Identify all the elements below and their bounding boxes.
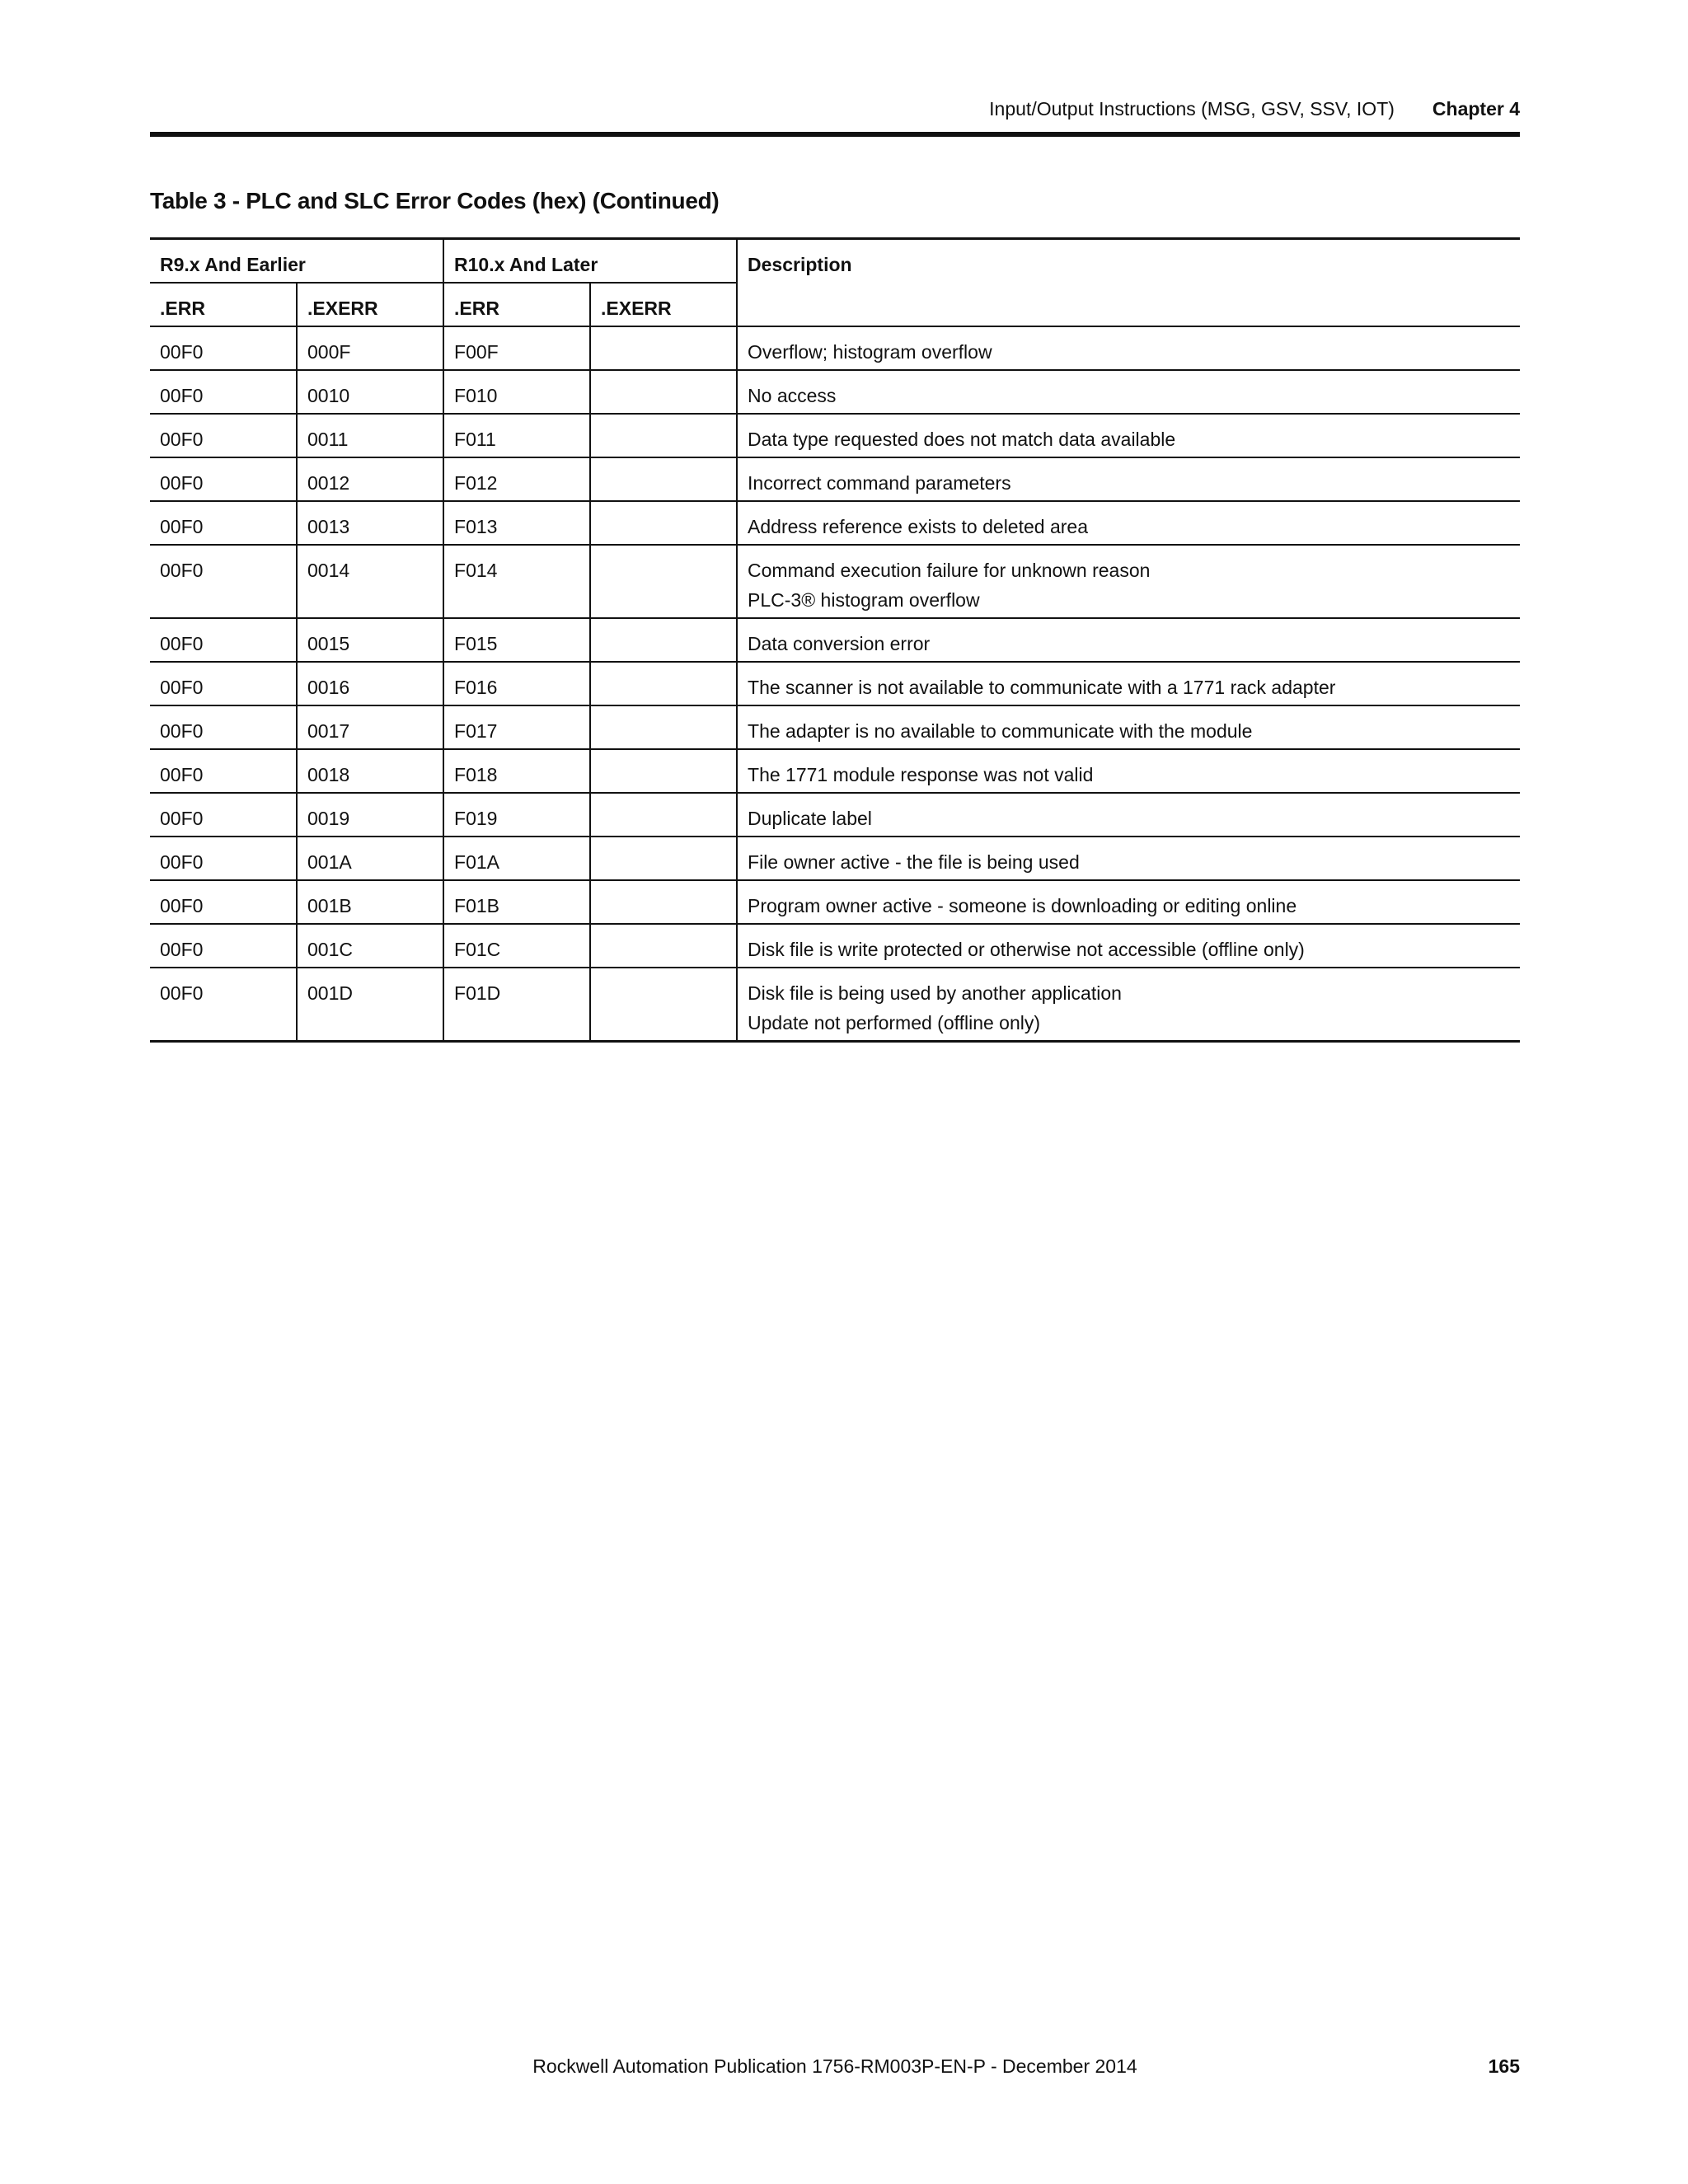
cell-description [737, 793, 1520, 837]
cell-r10-err: F018 [443, 749, 590, 793]
running-header [150, 92, 1520, 125]
table-row [150, 545, 1520, 618]
cell-r9-err: 00F0 [150, 968, 297, 1042]
cell-r10-exerr [590, 705, 737, 749]
description-line: Disk file is write protected or otherwise not accessible (offline only) [748, 939, 1305, 960]
header-r10-exerr: .EXERR [590, 283, 737, 326]
cell-r9-exerr: 0018 [297, 749, 443, 793]
cell-description [737, 618, 1520, 662]
table-row [150, 880, 1520, 924]
table-row [150, 618, 1520, 662]
table-row [150, 749, 1520, 793]
header-section-title: Input/Output Instructions (MSG, GSV, SSV, IOT) [989, 97, 1395, 120]
cell-r10-exerr [590, 618, 737, 662]
cell-r9-exerr: 0013 [297, 501, 443, 545]
cell-description [737, 880, 1520, 924]
header-r10-err: .ERR [443, 283, 590, 326]
cell-r10-exerr [590, 457, 737, 501]
table-row [150, 924, 1520, 968]
cell-r9-err: 00F0 [150, 793, 297, 837]
cell-r9-err: 00F0 [150, 705, 297, 749]
header-description: Description [737, 239, 1520, 327]
table-row [150, 837, 1520, 880]
cell-r9-exerr: 0014 [297, 545, 443, 618]
cell-r9-err: 00F0 [150, 837, 297, 880]
cell-r10-exerr [590, 501, 737, 545]
cell-r10-err: F019 [443, 793, 590, 837]
cell-r10-exerr [590, 837, 737, 880]
header-r9-exerr: .EXERR [297, 283, 443, 326]
group-header-r9: R9.x And Earlier [160, 254, 306, 275]
table-row [150, 501, 1520, 545]
cell-r9-err: 00F0 [150, 749, 297, 793]
table-row [150, 370, 1520, 414]
page-footer [150, 2050, 1520, 2083]
table-group-header-row [150, 239, 1520, 284]
cell-description [737, 705, 1520, 749]
cell-r9-err: 00F0 [150, 545, 297, 618]
error-codes-table-container [150, 237, 1520, 1043]
cell-r10-err: F011 [443, 414, 590, 457]
cell-r9-exerr: 0010 [297, 370, 443, 414]
header-chapter-label: Chapter 4 [1432, 97, 1520, 120]
group-header-r10: R10.x And Later [443, 239, 737, 284]
table-row [150, 793, 1520, 837]
description-line: Incorrect command parameters [748, 472, 1011, 494]
table-caption: Table 3 - PLC and SLC Error Codes (hex) (Continued) [150, 188, 720, 213]
cell-r9-exerr: 0019 [297, 793, 443, 837]
cell-description [737, 749, 1520, 793]
cell-r9-exerr: 0015 [297, 618, 443, 662]
cell-r10-exerr [590, 370, 737, 414]
cell-r10-exerr [590, 793, 737, 837]
cell-r9-err: 00F0 [150, 618, 297, 662]
cell-r9-err: 00F0 [150, 662, 297, 705]
cell-description [737, 326, 1520, 370]
cell-r10-exerr [590, 880, 737, 924]
cell-description [737, 545, 1520, 618]
description-line: Duplicate label [748, 808, 872, 829]
cell-r10-exerr [590, 968, 737, 1042]
cell-r10-err: F00F [443, 326, 590, 370]
table-row [150, 457, 1520, 501]
cell-r10-exerr [590, 326, 737, 370]
description-line: The scanner is not available to communicate with a 1771 rack adapter [748, 677, 1336, 698]
header-r9-err: .ERR [150, 283, 297, 326]
cell-description [737, 457, 1520, 501]
cell-r9-exerr: 0012 [297, 457, 443, 501]
cell-r10-err: F01A [443, 837, 590, 880]
cell-r10-err: F01B [443, 880, 590, 924]
cell-r9-exerr: 0016 [297, 662, 443, 705]
description-line: No access [748, 385, 837, 406]
table-row [150, 326, 1520, 370]
cell-r9-exerr: 001A [297, 837, 443, 880]
description-line: Update not performed (offline only) [748, 1012, 1041, 1033]
cell-r10-err: F015 [443, 618, 590, 662]
cell-r10-err: F016 [443, 662, 590, 705]
description-line: Program owner active - someone is downloading or editing online [748, 895, 1297, 916]
description-line: Overflow; histogram overflow [748, 341, 992, 363]
cell-r10-exerr [590, 414, 737, 457]
cell-r10-exerr [590, 749, 737, 793]
footer-publication: Rockwell Automation Publication 1756-RM003P-EN-P - December 2014 [532, 2055, 1137, 2077]
cell-r9-exerr: 000F [297, 326, 443, 370]
description-line: Address reference exists to deleted area [748, 516, 1088, 537]
cell-description [737, 837, 1520, 880]
cell-r10-exerr [590, 662, 737, 705]
description-line: Data type requested does not match data available [748, 429, 1176, 450]
description-line: Command execution failure for unknown reason [748, 560, 1151, 581]
page-number: 165 [1488, 2055, 1520, 2077]
cell-r10-err: F01D [443, 968, 590, 1042]
table-row [150, 705, 1520, 749]
cell-r10-err: F017 [443, 705, 590, 749]
cell-r10-err: F014 [443, 545, 590, 618]
description-line: PLC-3® histogram overflow [748, 589, 980, 611]
cell-description [737, 924, 1520, 968]
cell-description [737, 968, 1520, 1042]
header-rule [150, 132, 1520, 137]
table-body [150, 326, 1520, 1042]
cell-r10-err: F010 [443, 370, 590, 414]
cell-description [737, 414, 1520, 457]
cell-r10-exerr [590, 545, 737, 618]
cell-description [737, 662, 1520, 705]
description-line: The 1771 module response was not valid [748, 764, 1094, 785]
cell-description [737, 370, 1520, 414]
cell-r9-err: 00F0 [150, 880, 297, 924]
cell-description [737, 501, 1520, 545]
cell-r10-err: F01C [443, 924, 590, 968]
description-line: The adapter is no available to communicate with the module [748, 720, 1253, 742]
cell-r10-err: F013 [443, 501, 590, 545]
cell-r9-err: 00F0 [150, 924, 297, 968]
cell-r9-err: 00F0 [150, 326, 297, 370]
table-row [150, 968, 1520, 1042]
description-line: File owner active - the file is being used [748, 851, 1080, 873]
cell-r10-err: F012 [443, 457, 590, 501]
table-row [150, 662, 1520, 705]
cell-r9-err: 00F0 [150, 370, 297, 414]
cell-r9-err: 00F0 [150, 414, 297, 457]
cell-r9-exerr: 001B [297, 880, 443, 924]
cell-r9-exerr: 0011 [297, 414, 443, 457]
description-line: Data conversion error [748, 633, 931, 654]
cell-r9-err: 00F0 [150, 457, 297, 501]
description-line: Disk file is being used by another application [748, 982, 1122, 1004]
table-row [150, 414, 1520, 457]
cell-r9-exerr: 0017 [297, 705, 443, 749]
cell-r9-exerr: 001C [297, 924, 443, 968]
error-codes-table [150, 237, 1520, 1043]
cell-r10-exerr [590, 924, 737, 968]
cell-r9-err: 00F0 [150, 501, 297, 545]
cell-r9-exerr: 001D [297, 968, 443, 1042]
